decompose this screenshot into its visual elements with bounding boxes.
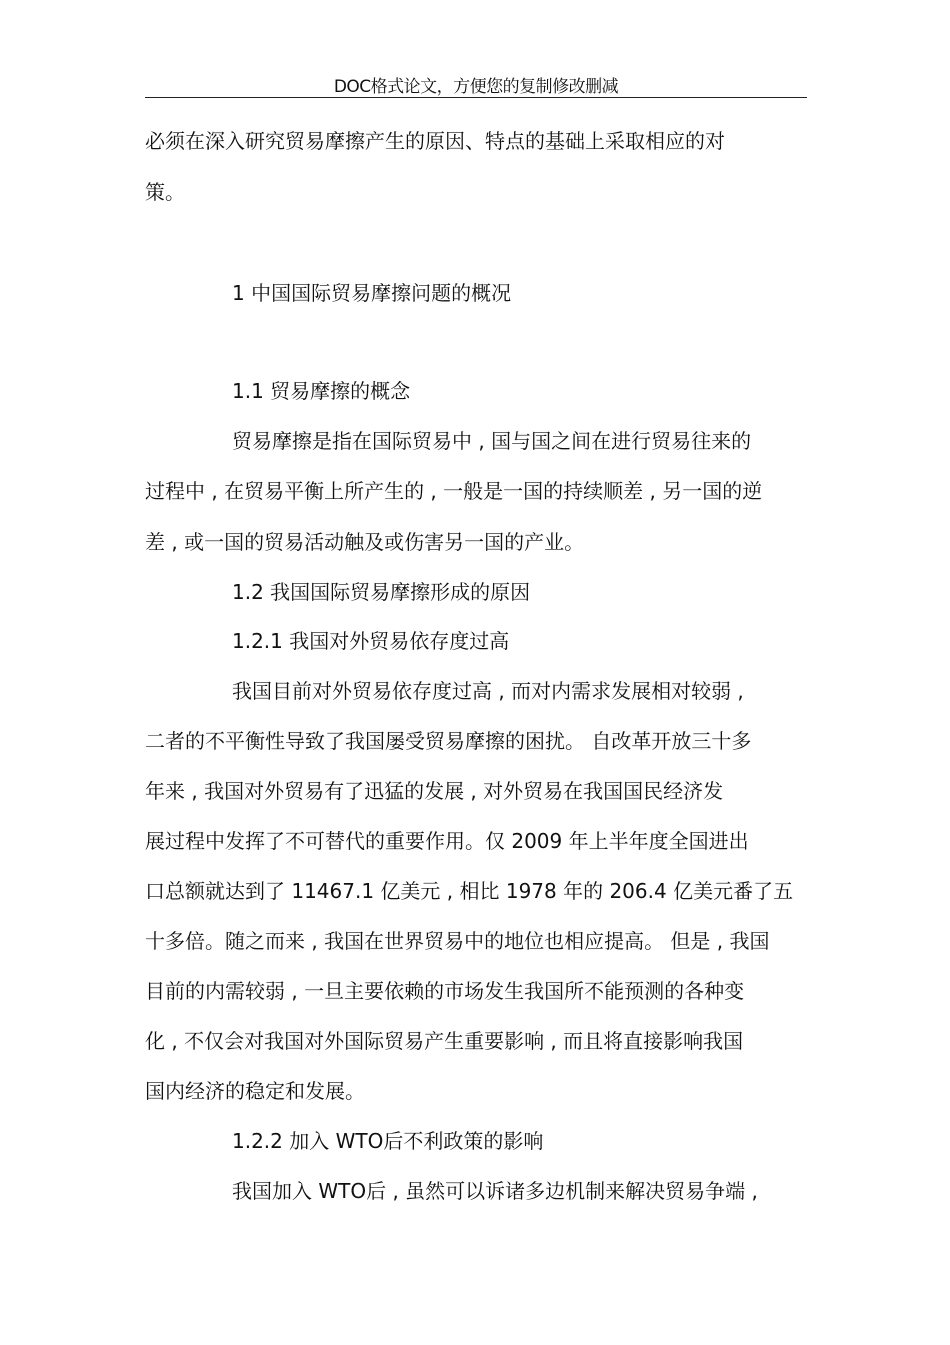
body-line-14: 国内经济的稳定和发展。 xyxy=(145,1079,365,1103)
header-divider xyxy=(145,97,807,98)
body-line-6: 我国目前对外贸易依存度过高 , 而对内需求发展相对较弱 , xyxy=(232,679,744,703)
body-line-11: 十多倍。随之而来 , 我国在世界贸易中的地位也相应提高。 但是 , 我国 xyxy=(145,929,770,953)
subsection-heading-1-2-1: 1.2.1 我国对外贸易依存度过高 xyxy=(232,629,510,653)
body-line-5: 差 , 或一国的贸易活动触及或伤害另一国的产业。 xyxy=(145,530,585,554)
subsection-heading-1-2-2: 1.2.2 加入 WTO后不利政策的影响 xyxy=(232,1129,544,1153)
body-line-8: 年来 , 我国对外贸易有了迅猛的发展 , 对外贸易在我国国民经济发 xyxy=(145,779,724,803)
subsection-heading-1-2: 1.2 我国国际贸易摩擦形成的原因 xyxy=(232,580,531,604)
body-line-9: 展过程中发挥了不可替代的重要作用。仅 2009 年上半年度全国进出 xyxy=(145,829,749,853)
body-line-12: 目前的内需较弱 , 一旦主要依赖的市场发生我国所不能预测的各种变 xyxy=(145,979,745,1003)
body-line-1: 必须在深入研究贸易摩擦产生的原因、特点的基础上采取相应的对 xyxy=(145,129,725,153)
body-line-3: 贸易摩擦是指在国际贸易中 , 国与国之间在进行贸易往来的 xyxy=(232,429,752,453)
subsection-heading-1-1: 1.1 贸易摩擦的概念 xyxy=(232,379,411,403)
body-line-15: 我国加入 WTO后 , 虽然可以诉诸多边机制来解决贸易争端 , xyxy=(232,1179,758,1203)
section-heading-1: 1 中国国际贸易摩擦问题的概况 xyxy=(232,281,512,305)
body-line-2: 策。 xyxy=(145,180,185,204)
body-line-13: 化 , 不仅会对我国对外国际贸易产生重要影响 , 而且将直接影响我国 xyxy=(145,1029,744,1053)
body-line-7: 二者的不平衡性导致了我国屡受贸易摩擦的困扰。 自改革开放三十多 xyxy=(145,729,752,753)
body-line-10: 口总额就达到了 11467.1 亿美元 , 相比 1978 年的 206.4 亿美元番了五 xyxy=(145,879,794,903)
page-header: DOC格式论文，方便您的复制修改删减 xyxy=(333,77,619,97)
body-line-4: 过程中 , 在贸易平衡上所产生的 , 一般是一国的持续顺差 , 另一国的逆 xyxy=(145,479,763,503)
